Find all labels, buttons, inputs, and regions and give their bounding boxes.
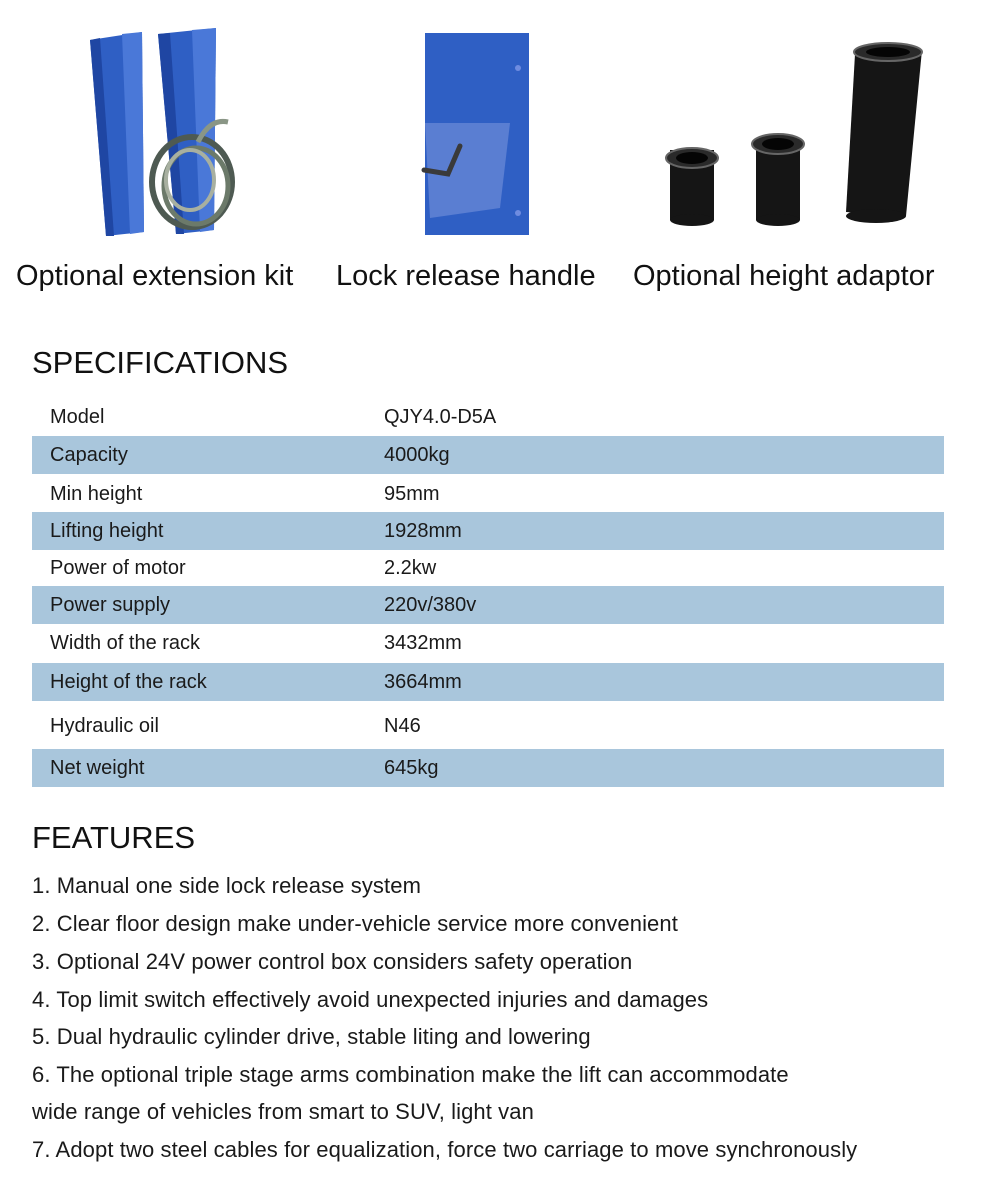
caption-lock-release-handle: Lock release handle [336, 260, 596, 292]
extension-column-left [90, 32, 144, 236]
caption-height-adaptor: Optional height adaptor [633, 260, 935, 292]
spec-label: Power of motor [50, 557, 186, 579]
height-adaptor-image [650, 40, 940, 230]
spec-value: 220v/380v [384, 594, 477, 616]
spec-value: 1928mm [384, 520, 462, 542]
spec-row [32, 549, 944, 587]
feature-item: 4. Top limit switch effectively avoid unexpected injuries and damages [32, 987, 709, 1012]
extension-kit-image [80, 22, 250, 244]
spec-value: 2.2kw [384, 557, 437, 579]
spec-value: 95mm [384, 483, 440, 505]
spec-value: 3664mm [384, 671, 462, 693]
feature-item: 6. The optional triple stage arms combination make the lift can accommodate [32, 1062, 789, 1087]
spec-value: QJY4.0-D5A [384, 406, 497, 428]
spec-label: Height of the rack [50, 671, 207, 693]
feature-item-continued: wide range of vehicles from smart to SUV, light van [32, 1099, 534, 1124]
feature-item: 1. Manual one side lock release system [32, 873, 421, 898]
adaptor-medium [752, 134, 804, 226]
spec-row [32, 398, 944, 436]
spec-row [32, 586, 944, 624]
spec-label: Width of the rack [50, 632, 201, 654]
spec-row [32, 436, 944, 474]
spec-row [32, 512, 944, 550]
spec-label: Hydraulic oil [50, 715, 159, 737]
caption-extension-kit: Optional extension kit [16, 260, 294, 292]
feature-item: 3. Optional 24V power control box considers safety operation [32, 949, 633, 974]
spec-label: Net weight [50, 757, 145, 779]
spec-label: Model [50, 406, 105, 428]
spec-row [32, 749, 944, 787]
feature-item: 5. Dual hydraulic cylinder drive, stable liting and lowering [32, 1024, 591, 1049]
feature-item: 2. Clear floor design make under-vehicle service more convenient [32, 911, 678, 936]
spec-label: Capacity [50, 444, 128, 466]
spec-row [32, 663, 944, 701]
spec-value: N46 [384, 715, 421, 737]
spec-label: Power supply [50, 594, 171, 616]
specifications-heading: SPECIFICATIONS [32, 345, 289, 380]
spec-value: 645kg [384, 757, 439, 779]
spec-value: 3432mm [384, 632, 462, 654]
spec-row [32, 707, 944, 745]
spec-value: 4000kg [384, 444, 450, 466]
adaptor-short [666, 148, 718, 226]
features-heading: FEATURES [32, 820, 196, 855]
adaptor-tall [846, 43, 922, 223]
spec-row [32, 475, 944, 513]
feature-item: 7. Adopt two steel cables for equalization, force two carriage to move synchronously [32, 1137, 858, 1162]
spec-row [32, 624, 944, 662]
spec-label: Min height [50, 483, 143, 505]
lock-release-handle-image [400, 28, 540, 240]
spec-label: Lifting height [50, 520, 164, 542]
